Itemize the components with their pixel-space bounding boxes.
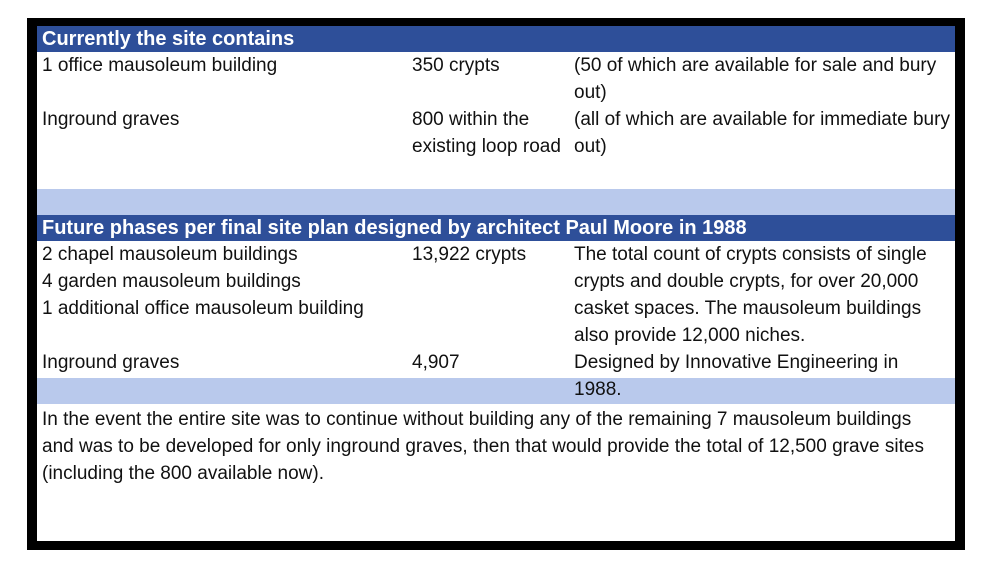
current-site-section: [37, 26, 955, 189]
item-cell: 1 office mausoleum building: [42, 55, 278, 76]
item-line: 4 garden mausoleum buildings: [42, 271, 301, 292]
table-row: [37, 106, 955, 160]
current-site-header: Currently the site contains: [37, 26, 955, 52]
count-cell: 4,907: [412, 352, 460, 373]
item-cell: Inground graves: [42, 352, 180, 373]
site-summary-table: [37, 26, 955, 541]
item-line: 2 chapel mausoleum buildings: [42, 244, 298, 265]
footer-paragraph: In the event the entire site was to continue without building any of the remaining 7 mausoleum buildings and was to be developed for only inground graves, then that would provide the total of 12,500 grave sites (including the 800 available now).: [42, 409, 924, 484]
item-cell: Inground graves: [42, 109, 180, 130]
count-cell: 800 within the existing loop road: [412, 109, 561, 157]
item-cell: [37, 241, 412, 349]
future-phases-header: Future phases per final site plan designed by architect Paul Moore in 1988: [37, 215, 955, 241]
future-phases-section: [37, 215, 955, 400]
note-cell: The total count of crypts consists of single crypts and double crypts, for over 20,000 casket spaces. The mausoleum buildings also provide 12,000 niches.: [574, 244, 927, 346]
table-row: [37, 241, 955, 349]
note-cell: Designed by Innovative Engineering in 1988.: [574, 352, 899, 400]
document-frame: [27, 18, 965, 550]
count-cell: 350 crypts: [412, 55, 500, 76]
count-cell: 13,922 crypts: [412, 244, 527, 265]
note-cell: (50 of which are available for sale and bury out): [574, 55, 937, 103]
note-cell: (all of which are available for immediate bury out): [574, 109, 950, 157]
separator-band: [37, 189, 955, 215]
item-line: 1 additional office mausoleum building: [42, 298, 364, 319]
table-row: [37, 349, 955, 403]
table-row: [37, 52, 955, 106]
